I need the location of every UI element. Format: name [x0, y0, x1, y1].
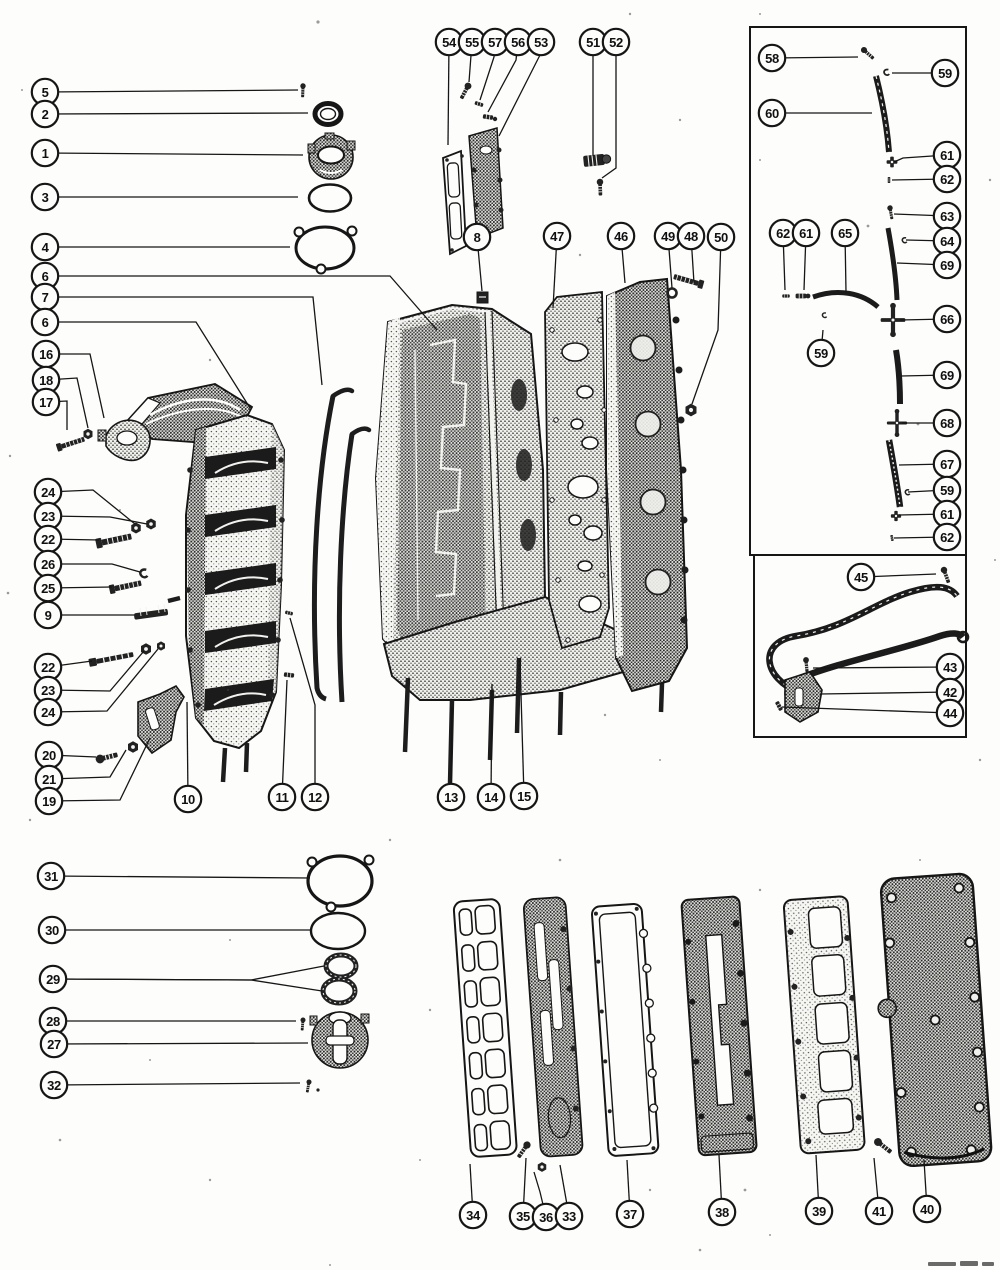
callout-number-35: 35	[516, 1208, 530, 1224]
crankcase-half-part-10	[168, 415, 285, 782]
o-ring-part-30	[311, 913, 365, 949]
stud-part-9	[134, 604, 169, 620]
callout-number-63: 63	[940, 208, 954, 224]
screw-part-20	[95, 750, 119, 764]
callout-number-50: 50	[714, 229, 728, 245]
callout-number-59: 59	[938, 65, 952, 81]
callout-number-61: 61	[940, 147, 954, 163]
thermostat-part-51	[583, 153, 611, 167]
callout-number-23: 23	[41, 508, 55, 524]
leader-line-23	[48, 516, 147, 524]
washer-nut-pair	[131, 518, 156, 533]
callout-number-20: 20	[42, 747, 56, 763]
callout-number-41: 41	[872, 1203, 886, 1219]
callout-number-24: 24	[41, 704, 55, 720]
bolt-part-25	[109, 579, 143, 595]
callout-number-60: 60	[765, 105, 779, 121]
leader-line-11	[282, 680, 287, 797]
callout-number-32: 32	[47, 1077, 61, 1093]
callout-number-62: 62	[940, 171, 954, 187]
callout-number-33: 33	[562, 1208, 576, 1224]
callout-number-19: 19	[42, 793, 56, 809]
outer-cover-part-40	[869, 873, 992, 1167]
callout-number-62: 62	[776, 225, 790, 241]
screw-part-28	[300, 1017, 306, 1030]
bearing-cap-part-1	[308, 133, 355, 179]
callout-number-54: 54	[442, 34, 456, 50]
callout-number-28: 28	[46, 1013, 60, 1029]
callout-number-24: 24	[41, 484, 55, 500]
callout-number-14: 14	[484, 789, 498, 805]
cylinder-head-part-46	[607, 279, 689, 691]
callout-number-10: 10	[181, 791, 195, 807]
screw-part-41	[872, 1136, 893, 1155]
callout-number-15: 15	[517, 788, 531, 804]
callout-number-26: 26	[41, 556, 55, 572]
callout-number-1: 1	[41, 145, 49, 161]
callout-number-8: 8	[473, 229, 481, 245]
callout-number-67: 67	[940, 456, 954, 472]
callout-number-36: 36	[539, 1209, 553, 1225]
o-ring-part-31	[308, 856, 374, 912]
callout-number-69: 69	[940, 257, 954, 273]
callout-number-46: 46	[614, 228, 628, 244]
seal-ring-part-2	[315, 104, 341, 125]
callout-number-5: 5	[41, 84, 49, 100]
leader-line-50	[692, 237, 721, 404]
screw-part-5	[300, 83, 306, 97]
divider-gasket-part-34	[453, 899, 517, 1158]
screw-part-35	[515, 1140, 532, 1159]
leader-line-54	[448, 42, 449, 145]
leader-line-7	[45, 297, 322, 385]
gasket-plate-part-54	[443, 151, 466, 254]
callout-number-52: 52	[609, 34, 623, 50]
callout-number-6: 6	[41, 268, 49, 284]
callout-number-69: 69	[940, 367, 954, 383]
callout-number-30: 30	[45, 922, 59, 938]
callout-number-6: 6	[41, 314, 49, 330]
fitting-part-56	[483, 114, 498, 121]
callout-number-56: 56	[511, 34, 525, 50]
callout-number-7: 7	[41, 289, 49, 305]
callout-number-21: 21	[42, 771, 56, 787]
leader-line-2	[45, 113, 308, 114]
leader-line-42	[820, 692, 950, 694]
callout-number-17: 17	[39, 394, 53, 410]
bolt-part-48	[673, 272, 705, 289]
leader-line-31	[51, 876, 310, 878]
callout-number-13: 13	[444, 789, 458, 805]
screw-part-17	[56, 435, 86, 452]
callout-number-53: 53	[534, 34, 548, 50]
callout-number-16: 16	[39, 346, 53, 362]
callout-number-27: 27	[47, 1036, 61, 1052]
callout-number-2: 2	[41, 106, 49, 122]
fitting-part-57	[474, 101, 483, 107]
crankcase-seal-strips	[314, 390, 369, 702]
callout-number-18: 18	[39, 372, 53, 388]
divider-plate-part-33	[523, 897, 584, 1157]
inset-boxes	[750, 27, 966, 737]
callout-number-40: 40	[920, 1201, 934, 1217]
seal-rings-part-29	[323, 955, 356, 1003]
leader-line-29-b	[53, 979, 322, 991]
plate-gasket-part-37	[591, 903, 663, 1156]
callout-number-55: 55	[465, 34, 479, 50]
end-cap-part-27	[310, 1012, 369, 1068]
screw-part-32	[305, 1079, 320, 1093]
callout-number-68: 68	[940, 415, 954, 431]
leader-line-5	[45, 90, 298, 92]
nut-part-50	[686, 404, 697, 417]
leader-line-32	[54, 1083, 300, 1085]
long-bolt-part-22b	[88, 650, 134, 666]
leader-line-10	[187, 702, 188, 799]
scan-smudge	[928, 1261, 994, 1266]
cover-plate-part-53	[469, 128, 504, 238]
o-ring-part-4	[295, 227, 357, 274]
hose-kit-parts	[782, 46, 910, 542]
callout-number-61: 61	[799, 225, 813, 241]
callout-number-23: 23	[41, 682, 55, 698]
callout-number-48: 48	[684, 228, 698, 244]
callout-number-65: 65	[838, 225, 852, 241]
head-gasket-part-47	[545, 292, 609, 648]
nut-part-36	[538, 1162, 547, 1172]
callout-number-49: 49	[661, 228, 675, 244]
callout-number-45: 45	[854, 569, 868, 585]
leader-line-12	[290, 618, 315, 797]
callout-number-39: 39	[812, 1203, 826, 1219]
nut-part-21	[128, 741, 138, 753]
callout-number-37: 37	[623, 1206, 637, 1222]
baffle-plate-part-38	[681, 896, 757, 1155]
callout-number-64: 64	[940, 233, 954, 249]
dowel-pin-part-11	[284, 672, 295, 677]
callout-number-11: 11	[275, 789, 289, 805]
callout-number-9: 9	[44, 607, 52, 623]
callout-number-3: 3	[41, 189, 49, 205]
screw-part-55	[458, 81, 472, 100]
leader-line-29	[53, 966, 324, 980]
leader-line-1	[45, 153, 303, 155]
leader-line-27	[54, 1043, 308, 1044]
callout-number-61: 61	[940, 506, 954, 522]
callout-number-29: 29	[46, 971, 60, 987]
elbow-part-16	[98, 420, 150, 460]
callout-number-4: 4	[41, 239, 49, 255]
callout-number-51: 51	[586, 34, 600, 50]
bolt-part-22	[95, 531, 132, 548]
callout-number-25: 25	[41, 580, 55, 596]
callout-number-22: 22	[41, 531, 55, 547]
exhaust-plate-part-39	[783, 896, 866, 1154]
bracket-part-19	[138, 686, 184, 753]
o-ring-part-3	[309, 185, 351, 212]
callout-number-12: 12	[308, 789, 322, 805]
screw-part-52	[597, 179, 604, 196]
callout-number-31: 31	[44, 868, 58, 884]
callout-number-43: 43	[943, 659, 957, 675]
callout-number-22: 22	[41, 659, 55, 675]
callout-number-44: 44	[943, 705, 957, 721]
callout-number-66: 66	[940, 311, 954, 327]
callout-number-38: 38	[715, 1204, 729, 1220]
callout-number-59: 59	[814, 345, 828, 361]
callout-number-42: 42	[943, 684, 957, 700]
dowel-pin-part-12	[285, 610, 293, 615]
callout-number-47: 47	[550, 228, 564, 244]
callout-number-34: 34	[466, 1207, 480, 1223]
callout-number-58: 58	[765, 50, 779, 66]
clip-part-26	[140, 570, 147, 578]
callout-number-57: 57	[488, 34, 502, 50]
nut-part-18	[84, 429, 93, 439]
callout-number-62: 62	[940, 529, 954, 545]
callout-number-59: 59	[940, 482, 954, 498]
